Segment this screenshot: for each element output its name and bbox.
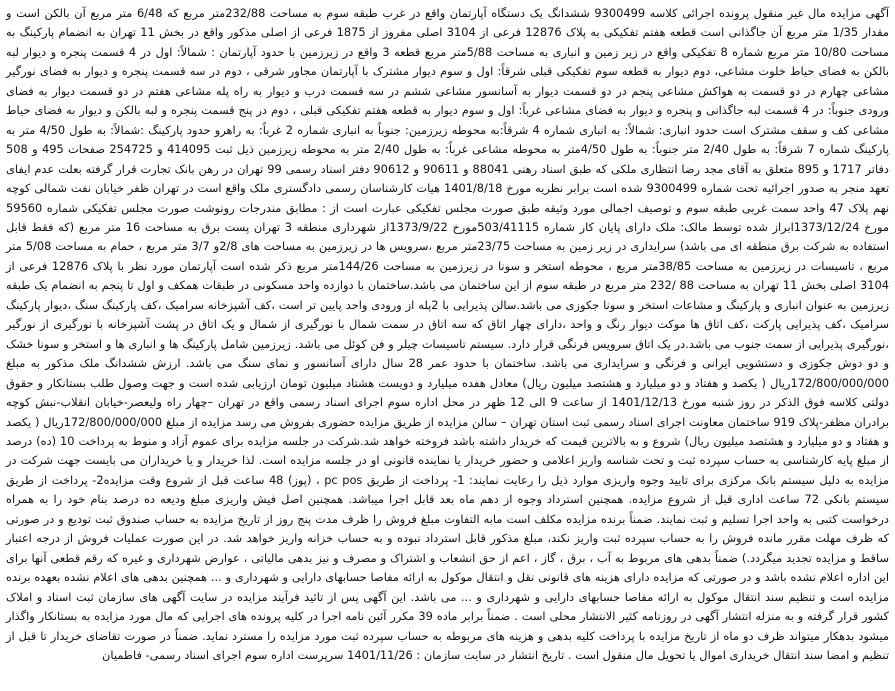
auction-notice-text: آگهی مزایده مال غیر منقول پرونده اجرائی کلاسه 9300499 ششدانگ یک دستگاه آپارتمان واقع در غرب طبقه سوم به مساحت 232/88متر مربع که 6/48 متر مربع آن بالکن است و مقدار 1/35 متر مربع آن جاگذانی است قطعه هفتم تفکیکی به پلاک 12876 فرعی از 3104 اصلی مفروز از 1875 فرعی از اصلی مذکور واقع در بخش 11 تهران به انضمام پارکینگ به مساحت 10/80 متر مربع شماره 8 تفکیکی واقع در زیر زمین و انباری به مساحت 5/88متر مربع قطعه 3 واقع در زیرزمین با حدود آپارتمان : شمالاً: اول در 4 قسمت پنجره و دیوار لبه بالکن به فضای حیاط خلوت مشاعی، دوم دیوار به قطعه سوم تفکیکی قبلی شرقاً: اول و سوم دیوار مشترک با آپارتمان مجاور شرقی ، دوم در سه قسمت پنجره و دیوار به فضای نورگیر مشاعی چهارم در دو قسمت به هواکش مشاعی پنجم در دو قسمت دیوار به آسانسور مشاعی ششم در سه قسمت درب و دیوار به راه پله مشاعی هفتم در دو قسمت دیوار به فضای ورودی جنوباً: در 4 قسمت لبه جاگذانی و پنجره و دیوار به فضای مشاعی غرباً: اول و سوم دیوار به قطعه هفتم تفکیکی قبلی ، دوم در پنج قسمت پنجره و لبه بالکن و دیوار به فضای حیاط مشاعی کف و سقف مشترک است حدود انباری: شمالاً: به انباری شماره 4 شرقاً:به محوطه زیرزمین: جنوباً به انباری شماره 2 غرباً: به راهرو حدود پارکینگ :شمالاً: به طول 4/50 متر به پارکینگ شماره 7 شرقاً: به طول 2/40 متر جنوباً: به طول 4/50متر به محوطه مشاعی غرباً: به طول 2/40 متر به محوطه زیرزمین ذیل ثبت 414095 و 254725 صفحات 495 و 508 دفاتر 1717 و 895 متعلق به آقای مجد رضا انتظاری ملکی که طبق اسناد رهنی 88041 و 90611 و 90612 دفتر اسناد رسمی 99 تهران در رهن بانک تجارت قرار گرفته بعلت عدم ایفای تعهد منجر به صدور اجرائیه تحت شماره 9300499 شده است برابر نظریه مورخ 1401/8/18 هیات کارشناسان رسمی دادگستری ملک واقع است در تهران ظفر خیابان نفت شمالی کوچه نهم پلاک 47 واحد سمت غربی طبقه سوم و توصیف اجمالی مورد وثیقه طبق صورت مجلس تفکیکی عبارت است از : مطابق مندرجات رونوشت صورت مجلس تفکیکی شماره 59560 مورخ 1373/12/24ابراز شده توسط مالک: ملک دارای پایان کار شماره 503/41115مورخ 1373/9/22از شهرداری منطقه 3 تهران پست برق به مساحت 16 متر مربع (که فقط قابل استفاده به شرکت برق منطقه ای می باشد) سرایداری در زیر زمین به مساحت 23/75متر مربع ،سرویس ها در زیرزمین به مساحت های 2/8و 3/7 متر مربع ، حمام به مساحت 5/08 متر مربع ، تاسیسات در زیرزمین به مساحت 38/85متر مربع ، محوطه استخر و سونا در زیرزمین به مساحت 144/26متر مربع ذکر شده است آپارتمان مورد نظر با پلاک 12876 فرعی از 3104 اصلی بخش 11 تهران به مساحت 88 /232 متر مربع در طبقه سوم از این ساختمان می باشد.ساختمان با دوازده واحد مسکونی در طبقات همکف و اول تا پنجم به انضمام یک طبقه زیرزمین به عنوان انباری و پارکینگ و مشاعات استخر و سونا جکوزی می باشد.سالن پذیرایی با 2پله از ورودی واحد پایین تر است ،کف آشپزخانه سرامیک ،کف پارکینگ سنگ ،دیوار پارکینگ سرامیک ،کف پذیرایی پارکت ،کف اتاق ها موکت دیوار رنگ و واحد ،دارای چهار اتاق که سه اتاق در سمت شمال با نورگیری از شمال و یک اتاق در پشت آشپزخانه با نورگیری از نورگیر ،نورگیری پذیرایی از سمت جنوب می باشد.در یک اتاق سرویس فرنگی قرار دارد. سیستم تاسیسات چیلر و فن کوئل می باشد. زیرزمین شامل پارکینگ ها و انباری ها و استخر و سونا خشک و دو دوش جکوزی و دستشویی ایرانی و فرنگی و سرایداری می باشد. ساختمان با حدود عمر 28 سال دارای آسانسور و نمای سنگ می باشد. ارزش ششدانگ ملک مذکور به مبلغ 172/800/000/000ریال ( یکصد و هفتاد و دو میلیارد و هشتصد میلیون ریال) معادل هفده میلیارد و دویست هشتاد میلیون تومان ارزیابی شده است و جهت وصول طلب بستانکار و حقوق دولتی کلاسه فوق الذکر در روز شنبه مورخ 1401/12/13 از ساعت 9 الی 12 ظهر در محل اداره سوم اجرای اسناد رسمی واقع در تهران –چهار راه ولیعصر-خیابان انقلاب-نبش کوچه برادران مظفر-پلاک 919 ساختمان معاونت اجرای اسناد رسمی ثبت استان تهران – سالن مزایده از طریق مزایده حضوری بفروش می رسد مزایده از مبلغ 172/800/000/000ریال ( یکصد و هفتاد و دو میلیارد و هشتصد میلیون ریال) شروع و به بالاترین قیمت که خریدار داشته باشد فروخته خواهد شد.شرکت در جلسه مزایده برای عموم آزاد و منوط به پرداخت 10 (ده) درصد از مبلغ پایه کارشناسی به حساب سپرده ثبت و تحت شناسه واریز اعلامی و حضور خریدار یا نماینده قانونی او در جلسه مزایده است. لذا خریدار و یا خریداران می بایست جهت شرکت در مزایده به دلیل سیستم بانک مرکزی برای تایید وجوه واریزی موارد ذیل را رعایت نمایند: 1- پرداخت از طریق pc pos ، (پوز) 48 ساعت قبل از شروع وقت مزایده2- پرداخت از طریق سیستم بانکی 72 ساعت اداری قبل از شروع مزایده. همچنین استرداد وجوه از دهم ماه بعد قابل اجرا میباشد. همچنین اصل فیش واریزی مبلغ ودیعه ده درصد بنام خود را به همراه درخواست کتبی به واحد اجرا تسلیم و ثبت نمایند. ضمناً برنده مزایده مکلف است مابه التفاوت مبلغ فروش را ظرف مدت پنج روز از تاریخ مزایده به حساب صندوق ثبت تودیع و در صورتی که ظرف مهلت مقرر مانده فروش را به حساب سپرده ثبت واریز نکند، مبلغ مذکور قابل استرداد نبوده و به حساب خزانه واریز خواهد شد. در این صورت عملیات فروش از درجه اعتبار ساقط و مزایده تجدید میگردد.) ضمناً بدهی های مربوط به آب ، برق ، گاز ، اعم از حق انشعاب و اشتراک و مصرف و نیز بدهی مالیاتی ، عوارض شهرداری و غیره که رقم قطعی آنها برای این اداره اعلام نشده باشد و در صورتی که مزایده دارای هزینه های قانونی نقل و انتقال موکول به ارائه مفاصا حسابهای دارایی و شهرداری و ... همچنین بدهی های اعلام نشده بعهده برنده مزایده است و تنظیم سند انتقال موکول به ارائه مفاصا حسابهای دارایی و شهرداری و ... می باشد. این آگهی پس از تائید فرآیند مزایده در سایت آگهی های سازمان ثبت اسناد و املاک کشور قرار گرفته و به منزله انتشار آگهی در روزنامه کثیر الانتشار محلی است . ضمناً برابر ماده 39 مکرر آئین نامه اجرا در کلیه پرونده های اجرایی که مال مورد مزایده به بستانکار واگذار میشود بدهکار میتواند ظرف دو ماه از تاریخ مزایده با پرداخت کلیه بدهی و هزینه های مربوطه به حساب سپرده ثبت مورد مزایده را مسترد نماید. ضمناً در صورت تقاضای خریدار تا قبل از تنظیم و امضا سند انتقال خریداری اموال یا تحویل مال منقول است . تاریخ انتشار در سایت سازمان : 1401/11/26 سرپرست اداره سوم اجرای اسناد رسمی- فاطمیان [6, 6, 890, 662]
